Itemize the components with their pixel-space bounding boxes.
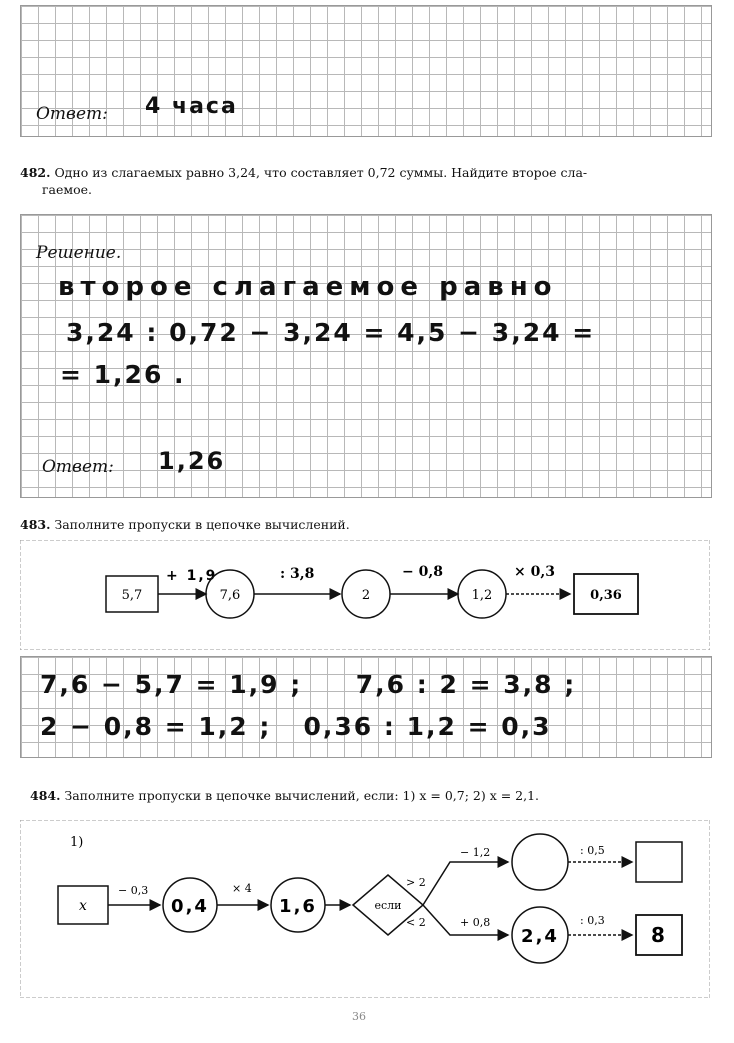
problem-484-number: 484. bbox=[30, 788, 61, 803]
problem-482-answer-value: 1,26 bbox=[158, 447, 226, 475]
problem-483-number: 483. bbox=[20, 517, 51, 532]
chain484-part-label: 1) bbox=[70, 835, 84, 850]
top-answer-label: Ответ: bbox=[36, 104, 108, 124]
top-answer-grid bbox=[20, 5, 712, 137]
problem-482-solution-label: Решение. bbox=[36, 243, 122, 263]
problem-482-answer-label: Ответ: bbox=[42, 457, 114, 477]
problem-482-solution-line3: = 1,26 . bbox=[60, 360, 186, 389]
chain483-node3-value: 1,2 bbox=[471, 588, 493, 603]
chain483-op2: : 3,8 bbox=[280, 566, 315, 582]
chain484-node-down-value: 2,4 bbox=[521, 926, 559, 947]
chain483-op3: − 0,8 bbox=[402, 564, 443, 580]
chain484-decision-label: если bbox=[374, 899, 402, 912]
chain484-op-up: − 1,2 bbox=[460, 846, 491, 859]
chain484-cond-down: < 2 bbox=[406, 916, 426, 929]
chain484-op2: × 4 bbox=[232, 882, 252, 895]
problem-482-text-line1: Одно из слагаемых равно 3,24, что составляет 0,72 суммы. Найдите второе сла- bbox=[54, 165, 588, 180]
problem-482-statement bbox=[20, 164, 710, 198]
problem-482-number: 482. bbox=[20, 165, 51, 180]
chain484-op1: − 0,3 bbox=[118, 884, 149, 897]
problem-484-text: Заполните пропуски в цепочке вычислений, если: 1) x = 0,7; 2) x = 2,1. bbox=[64, 788, 540, 803]
top-answer-value: 4 часа bbox=[145, 94, 238, 119]
problem-483-work-line2: 2 − 0,8 = 1,2 ; 0,36 : 1,2 = 0,3 bbox=[40, 712, 552, 741]
problem-482-solution-line2: 3,24 : 0,72 − 3,24 = 4,5 − 3,24 = bbox=[66, 318, 596, 347]
chain484-end-down-value: 8 bbox=[651, 923, 667, 947]
page-number: 36 bbox=[352, 1010, 366, 1023]
chain484-op-down2: : 0,3 bbox=[580, 914, 605, 927]
chain484-op-down: + 0,8 bbox=[460, 916, 491, 929]
chain484-node1-value: 0,4 bbox=[171, 896, 209, 917]
problem-483-text: Заполните пропуски в цепочке вычислений. bbox=[54, 517, 350, 532]
chain483-op4: × 0,3 bbox=[514, 564, 555, 580]
chain483-start-value: 5,7 bbox=[121, 588, 143, 603]
problem-483-work-line1: 7,6 − 5,7 = 1,9 ; 7,6 : 2 = 3,8 ; bbox=[40, 670, 577, 699]
problem-484-statement bbox=[30, 787, 539, 804]
chain484-op-up2: : 0,5 bbox=[580, 844, 605, 857]
problem-482-solution-line1: второе слагаемое равно bbox=[58, 272, 558, 302]
chain483-end-value: 0,36 bbox=[590, 588, 622, 603]
problem-484-chain-diagram bbox=[20, 820, 710, 998]
problem-482-text-line2: гаемое. bbox=[42, 182, 93, 197]
chain484-start-value: x bbox=[79, 898, 87, 914]
chain484-cond-up: > 2 bbox=[406, 876, 426, 889]
chain483-node1-value: 7,6 bbox=[219, 588, 241, 603]
chain483-op1: + 1,9 bbox=[166, 568, 218, 584]
chain483-node2-value: 2 bbox=[361, 588, 371, 603]
chain484-node2-value: 1,6 bbox=[279, 896, 317, 917]
problem-482-grid bbox=[20, 214, 712, 498]
problem-483-chain-diagram bbox=[20, 540, 710, 650]
problem-483-statement bbox=[20, 516, 350, 533]
